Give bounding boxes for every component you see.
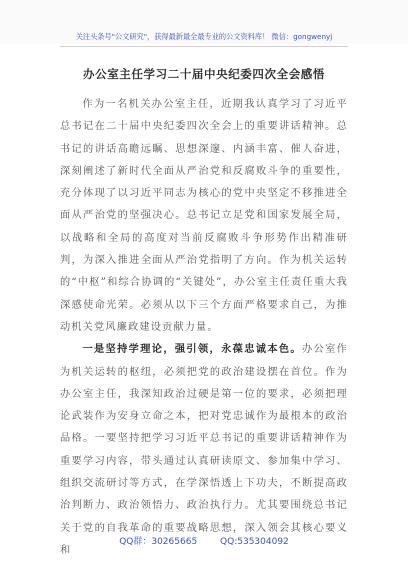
paragraph-point-one-text: 办公室作为机关运转的枢纽，必须把党的政治建设摆在首位。作为办公室主任，我深知政治过硬是第一位的要求，必须把理论武装作为安身立命之本，把对党忠诚作为最根本的政治品格。一要坚持把学习习近平总书记的重要讲话精神作为重要学习内容，带头通过认真研读原文、参加集中学习、组织交流研讨等方式，在学深悟透上下功夫，不断提高政治判断力、政治领悟力、政治执行力。尤其要围绕总书记关于党的自我革命的重要战略思想，深入领会其核心要义和 [60, 344, 348, 556]
footer-qq: QQ:535304092 [220, 537, 289, 547]
footer-qq-group: QQ群：30265665 [119, 537, 198, 547]
footer [0, 534, 408, 547]
paragraph-intro [60, 94, 348, 339]
header-banner-text: 关注头条号"公文研究"，获得最新最全最专业的公文资料库！ 微信：gongwenyj [75, 32, 333, 41]
document-body [60, 94, 348, 562]
page-title: 办公室主任学习二十届中央纪委四次全会感悟 [83, 67, 325, 81]
header-banner [0, 0, 408, 44]
paragraph-point-one [60, 339, 348, 562]
paragraph-point-one-lead: 一是坚持学理论，强引领，永葆忠诚本色。 [82, 344, 302, 356]
paragraph-intro-text: 作为一名机关办公室主任，近期我认真学习了习近平总书记在二十届中央纪委四次全会上的重要讲话精神。总书记的讲话高瞻远瞩、思想深邃、内涵丰富、催人奋进，深刻阐述了新时代全面从严治党和反腐败斗争的重要性，充分体现了以习近平同志为核心的党中央坚定不移推进全面从严治党的坚强决心。总书记立足党和国家发展全局，以战略和全局的高度对当前反腐败斗争形势作出精准研判，为深入推进全面从严治党指明了方向。作为机关运转的“中枢”和综合协调的“关键处”，办公室主任责任重大我深感使命光荣。必须从以下三个方面严格要求自己，为推动机关党风廉政建设贡献力量。 [60, 99, 348, 333]
header-divider [60, 46, 348, 47]
